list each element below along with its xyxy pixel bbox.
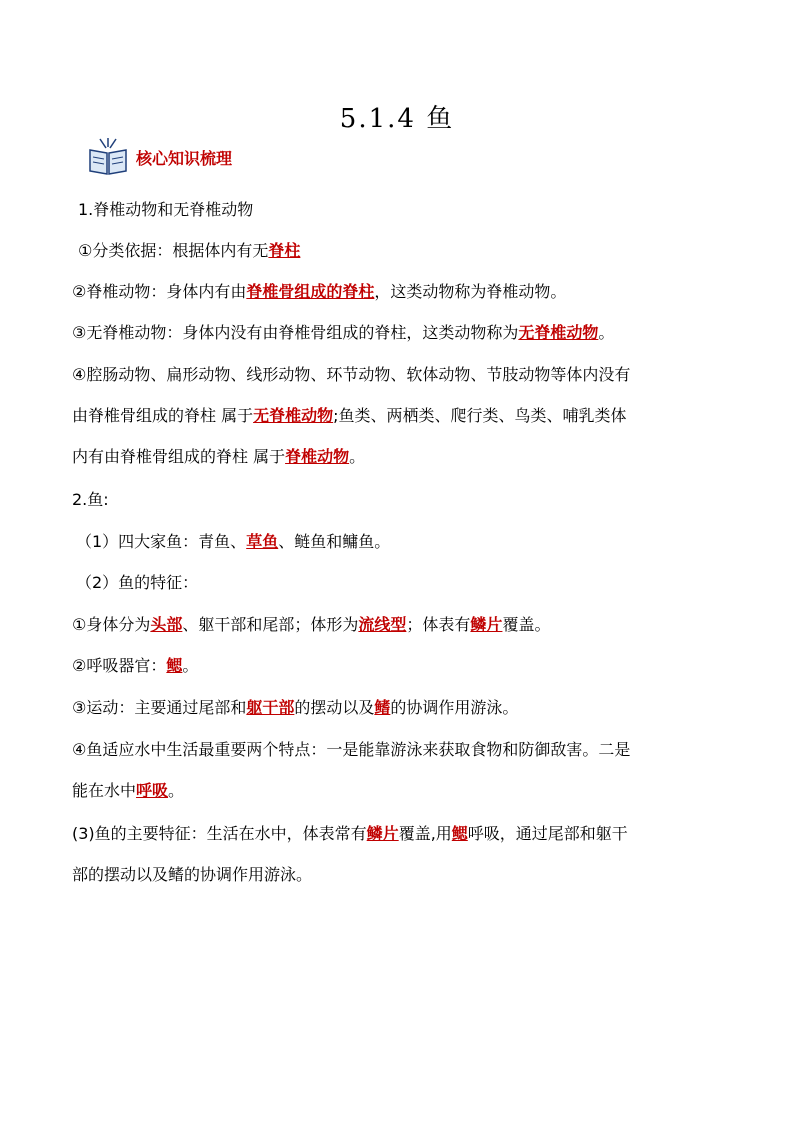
text: 的协调作用游泳。 [390, 698, 519, 717]
answer-blank: 头部 [150, 615, 183, 634]
text: ；体表有 [406, 615, 471, 634]
paragraph-adaptation-line1: ④鱼适应水中生活最重要两个特点：一是能靠游泳来获取食物和防御敌害。二是 [72, 740, 631, 759]
section-header [86, 136, 232, 178]
paragraph-invertebrates [72, 313, 732, 353]
text: 内有由脊椎骨组成的脊柱 属于 [72, 447, 286, 466]
text: 。 [182, 656, 199, 675]
paragraph-main-features-line2: 部的摆动以及鳍的协调作用游泳。 [72, 865, 313, 884]
answer-blank: 呼吸 [136, 781, 169, 800]
answer-blank: 鳃 [166, 656, 183, 675]
paragraph-classification [78, 231, 738, 271]
answer-blank: 脊柱 [268, 241, 301, 260]
text: 呼吸，通过尾部和躯干 [467, 824, 628, 843]
answer-blank: 鳞片 [470, 615, 503, 634]
paragraph-adaptation-line2 [72, 771, 732, 811]
text: 覆盖。 [502, 615, 551, 634]
section-title: 核心知识梳理 [136, 148, 233, 168]
answer-blank: 脊椎动物 [285, 447, 350, 466]
paragraph-animal-groups-line3 [72, 437, 732, 477]
paragraph-vertebrates [72, 272, 732, 312]
answer-blank: 流线型 [358, 615, 407, 634]
answer-blank: 草鱼 [246, 532, 279, 551]
answer-blank: 鳞片 [366, 824, 399, 843]
heading-fish-features: （2）鱼的特征： [76, 573, 199, 592]
paragraph-main-features-line1 [72, 814, 732, 854]
text: （1）四大家鱼：青鱼、 [76, 532, 247, 551]
book-icon [86, 136, 130, 178]
answer-blank: 无脊椎动物 [253, 406, 334, 425]
answer-blank: 鳍 [374, 698, 391, 717]
paragraph-four-fish [76, 522, 736, 562]
text: ，这类动物称为脊椎动物。 [374, 282, 567, 301]
paragraph-breathing [72, 646, 732, 686]
paragraph-animal-groups-line2 [72, 396, 732, 436]
paragraph-animal-groups-line1: ④腔肠动物、扁形动物、线形动物、环节动物、软体动物、节肢动物等体内没有 [72, 365, 631, 384]
text: 。 [598, 323, 615, 342]
heading-fish: 2.鱼: [72, 490, 109, 509]
text: 。 [349, 447, 366, 466]
text: 的摆动以及 [294, 698, 375, 717]
answer-blank: 鳃 [451, 824, 468, 843]
answer-blank: 无脊椎动物 [518, 323, 599, 342]
text: ①分类依据：根据体内有无 [78, 241, 269, 260]
paragraph-body [72, 605, 732, 645]
text: ③无脊椎动物：身体内没有由脊椎骨组成的脊柱，这类动物称为 [72, 323, 519, 342]
text: 由脊椎骨组成的脊柱 属于 [72, 406, 254, 425]
text: (3)鱼的主要特征：生活在水中，体表常有 [72, 824, 367, 843]
text: 能在水中 [72, 781, 137, 800]
text: ③运动：主要通过尾部和 [72, 698, 247, 717]
text: 、鲢鱼和鳙鱼。 [278, 532, 391, 551]
text: ②呼吸器官： [72, 656, 167, 675]
heading-vertebrates: 1.脊椎动物和无脊椎动物 [78, 200, 254, 219]
text: ①身体分为 [72, 615, 151, 634]
text: 覆盖,用 [398, 824, 452, 843]
text: 、躯干部和尾部；体形为 [182, 615, 359, 634]
paragraph-movement [72, 688, 732, 728]
text: ;鱼类、两栖类、爬行类、鸟类、哺乳类体 [333, 406, 627, 425]
answer-blank: 躯干部 [246, 698, 295, 717]
answer-blank: 脊椎骨组成的脊柱 [246, 282, 375, 301]
page-title: 5.1.4 鱼 [339, 104, 455, 134]
text: ②脊椎动物：身体内有由 [72, 282, 247, 301]
text: 。 [168, 781, 185, 800]
